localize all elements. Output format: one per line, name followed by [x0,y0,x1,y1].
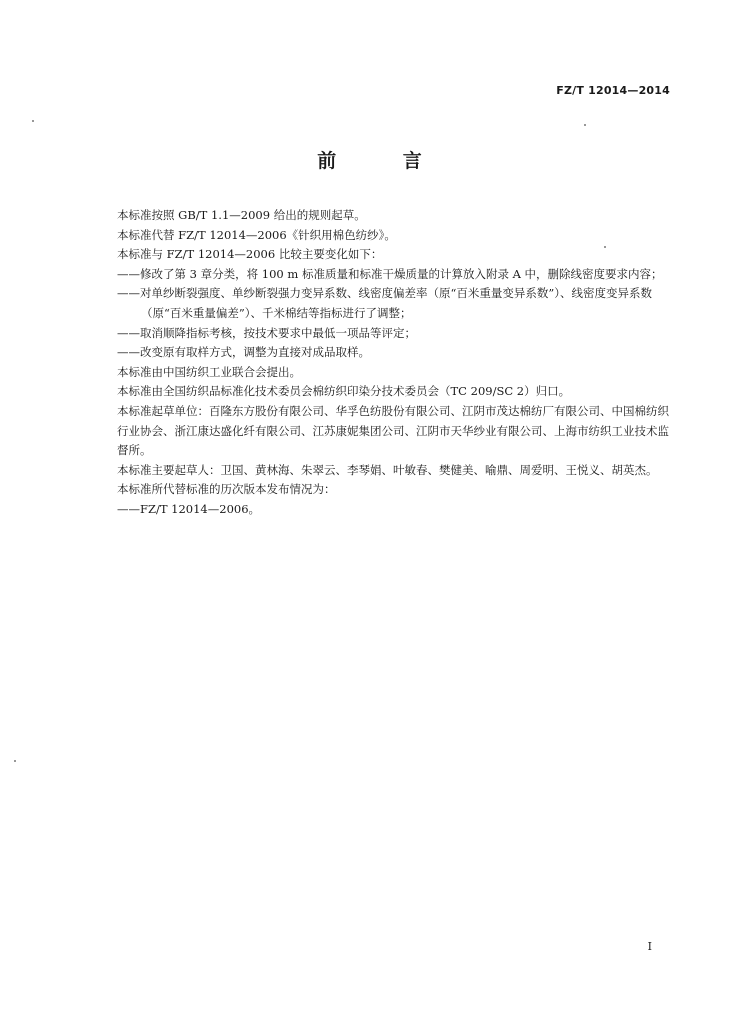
list-item: ——对单纱断裂强度、单纱断裂强力变异系数、线密度偏差率（原“百米重量变异系数”）、线密度变异系数（原“百米重量偏差”）、千米棉结等指标进行了调整； [117,286,653,320]
list-item: ——改变原有取样方式，调整为直接对成品取样。 [117,345,370,360]
page-title: 前 言 [317,150,452,172]
paragraph: 本标准主要起草人：卫国、黄林海、朱翠云、李琴娟、叶敏春、樊健美、喻鼎、周爱明、王悦义、胡英杰。 [117,462,658,477]
document-code: FZ/T 12014—2014 [556,84,670,97]
paragraph: 本标准与 FZ/T 12014—2006 比较主要变化如下： [117,247,383,262]
paragraph: 本标准所代替标准的历次版本发布情况为： [117,482,336,497]
foreword-body [117,206,677,520]
scan-speck [584,124,586,126]
scan-speck [604,246,606,248]
list-item: ——修改了第 3 章分类，将 100 m 标准质量和标准干燥质量的计算放入附录 A 中，删除线密度要求内容； [117,266,663,281]
scan-speck [32,120,34,122]
paragraph: 本标准由中国纺织工业联合会提出。 [117,364,301,379]
paragraph: 本标准代替 FZ/T 12014—2006《针织用棉色纺纱》。 [117,227,396,242]
page-number: I [647,940,652,953]
scan-speck [14,760,16,762]
paragraph: 本标准起草单位：百隆东方股份有限公司、华孚色纺股份有限公司、江阴市茂达棉纺厂有限公司、中国棉纺织行业协会、浙江康达盛化纤有限公司、江苏康妮集团公司、江阴市天华纱业有限公司、上海市纺织工业技术监督所。 [117,403,669,458]
paragraph: 本标准按照 GB/T 1.1—2009 给出的规则起草。 [117,208,366,222]
paragraph: 本标准由全国纺织品标准化技术委员会棉纺织印染分技术委员会（TC 209/SC 2）归口。 [117,384,571,399]
list-item: ——FZ/T 12014—2006。 [117,501,261,516]
list-item: ——取消顺降指标考核，按技术要求中最低一项品等评定； [117,325,416,340]
